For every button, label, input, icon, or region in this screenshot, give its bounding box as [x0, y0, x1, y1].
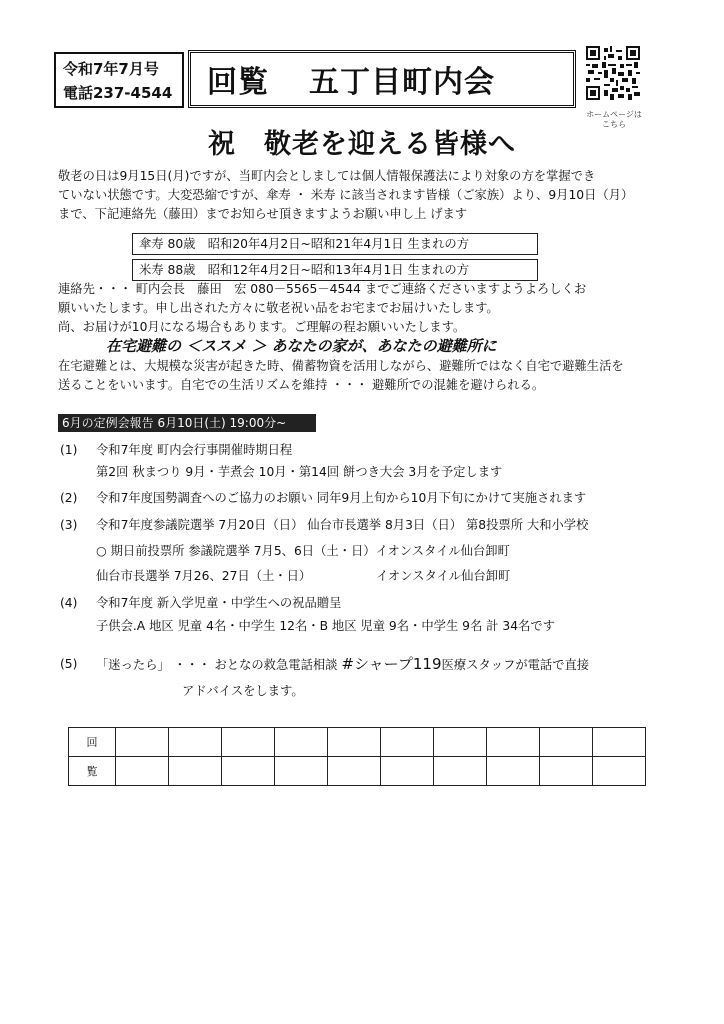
qr-code-graphic [586, 46, 640, 100]
item-number: (1) [60, 443, 78, 457]
contact-paragraph [58, 280, 586, 337]
contact-line: 尚、お届けが10月になる場合もあります。ご理解の程お願いいたします。 [58, 320, 466, 334]
stamp-cell[interactable] [540, 728, 593, 757]
title-part2: 五丁目町内会 [309, 65, 495, 100]
qr-caption-line2: こちら [602, 120, 626, 129]
stamp-cell[interactable] [222, 757, 275, 786]
circulation-label-bottom: 覧 [69, 757, 116, 786]
circulation-table [68, 727, 646, 786]
newsletter-title-box [188, 50, 576, 108]
item-text: 「迷ったら」 ・・・ おとなの救急電話相談 [96, 658, 342, 672]
item-line: ○ 期日前投票所 参議院選挙 7月5、6日（土・日）イオンスタイル仙台卸町 [96, 544, 510, 558]
stamp-cell[interactable] [381, 728, 434, 757]
item-line [96, 655, 589, 674]
stamp-cell[interactable] [169, 728, 222, 757]
item-line: 令和7年度参議院選挙 7月20日（日） 仙台市長選挙 8月3日（日） 第8投票所 大和小学校 [96, 518, 589, 532]
qr-code-icon[interactable] [586, 46, 640, 100]
stamp-cell[interactable] [275, 728, 328, 757]
evacuation-heading: 在宅避難の ＜ススメ ＞ あなたの家が、あなたの避難所に [106, 337, 497, 355]
evacuation-line: 送ることをいいます。自宅での生活リズムを維持 ・・・ 避難所での混雑を避けられる。 [58, 378, 545, 392]
stamp-cell[interactable] [434, 757, 487, 786]
stamp-cell[interactable] [275, 757, 328, 786]
phone-label: 電話237-4544 [63, 84, 173, 102]
contact-line: 願いいたします。申し出された方々に敬老祝い品をお宅までお届けいたします。 [58, 301, 499, 315]
item-line: アドバイスをします。 [182, 684, 304, 698]
stamp-cell[interactable] [169, 757, 222, 786]
item-number: (2) [60, 491, 78, 505]
item-hashtag: #シャープ119 [341, 655, 442, 673]
item-line: 令和7年度国勢調査へのご協力のお願い 同年9月上旬から10月下旬にかけて実施されます [96, 491, 587, 505]
evacuation-paragraph [58, 357, 624, 395]
intro-paragraph [58, 167, 633, 224]
stamp-cell[interactable] [328, 728, 381, 757]
circulation-label-top: 回 [69, 728, 116, 757]
stamp-cell[interactable] [593, 728, 646, 757]
stamp-cell[interactable] [540, 757, 593, 786]
item-line: 令和7年度 町内会行事開催時期日程 [96, 443, 293, 457]
intro-line: 敬老の日は9月15日(月)ですが、当町内会としましては個人情報保護法により対象の方を掌握でき [58, 169, 596, 183]
item-line: 子供会.A 地区 児童 4名・中学生 12名・B 地区 児童 9名・中学生 9名 計 34名です [96, 619, 555, 633]
item-line: 第2回 秋まつり 9月・芋煮会 10月・第14回 餅つき大会 3月を予定します [96, 465, 503, 479]
age-row-beiju: 米寿 88歳 昭和12年4月2日~昭和13年4月1日 生まれの方 [132, 259, 538, 281]
item-number: (3) [60, 518, 78, 532]
stamp-cell[interactable] [593, 757, 646, 786]
intro-line: まで、下記連絡先（藤田）までお知らせ頂きますようお願い申し上 げます [58, 207, 468, 221]
meeting-report-bar: 6月の定例会報告 6月10日(土) 19:00分~ [58, 414, 316, 432]
stamp-cell[interactable] [116, 728, 169, 757]
circulation-grid [68, 727, 646, 786]
item-text: 医療スタッフが電話で直接 [441, 658, 590, 672]
item-line: イオンスタイル仙台卸町 [376, 569, 511, 583]
item-number: (5) [60, 657, 78, 671]
stamp-cell[interactable] [487, 728, 540, 757]
issue-box [54, 52, 184, 108]
issue-label: 令和7年7月号 [63, 60, 159, 78]
item-line: 仙台市長選挙 7月26、27日（土・日） [96, 569, 312, 583]
age-row-sanju: 傘寿 80歳 昭和20年4月2日~昭和21年4月1日 生まれの方 [132, 233, 538, 255]
stamp-cell[interactable] [328, 757, 381, 786]
title-part1: 回覧 [207, 65, 269, 100]
stamp-cell[interactable] [381, 757, 434, 786]
item-line: 令和7年度 新入学児童・中学生への祝品贈呈 [96, 596, 342, 610]
qr-caption-line1: ホームページは [586, 110, 642, 119]
contact-line: 連絡先・・・ 町内会長 藤田 宏 080－5565－4544 までご連絡くださいますようよろしくお [58, 282, 587, 296]
item-number: (4) [60, 596, 78, 610]
stamp-cell[interactable] [434, 728, 487, 757]
evacuation-line: 在宅避難とは、大規模な災害が起きた時、備蓄物資を活用しながら、避難所ではなく自宅で避難生活を [58, 359, 624, 373]
stamp-cell[interactable] [222, 728, 275, 757]
intro-line: ていない状態です。大変恐縮ですが、傘寿 ・ 米寿 に該当されます皆様（ご家族）より、9月10日（月） [58, 188, 634, 202]
stamp-cell[interactable] [116, 757, 169, 786]
main-title: 祝 敬老を迎える皆様へ [208, 129, 516, 160]
stamp-cell[interactable] [487, 757, 540, 786]
